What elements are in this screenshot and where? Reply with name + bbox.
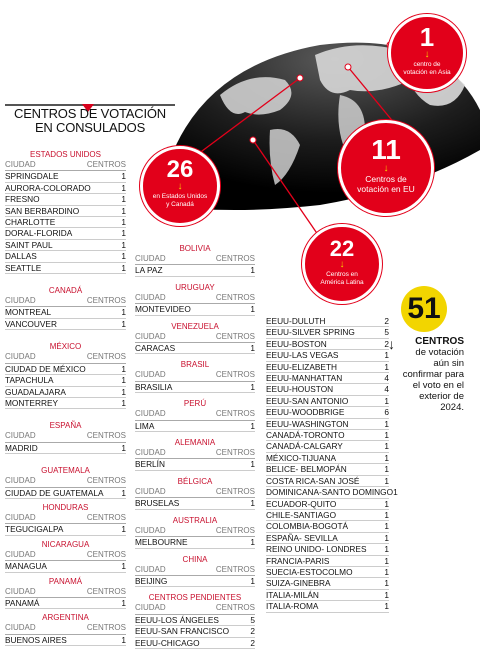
center-count: 1 [121,205,126,216]
table-header [5,513,126,524]
city-name: GUADALAJARA [5,386,66,397]
country-section [135,438,255,471]
table-row [266,373,389,384]
table-header [135,526,255,537]
table-row [135,304,255,315]
center-count: 1 [250,265,255,276]
latam-count: 22 [329,236,355,261]
center-count: 1 [121,182,126,193]
city-name: CHILE-SANTIAGO [266,509,337,520]
city-name: EEUU-HOUSTON [266,384,334,395]
country-heading: BRASIL [180,360,210,370]
centers-column-header: CENTROS [86,586,126,596]
city-name: COLOMBIA-BOGOTÁ [266,521,349,532]
table-row [266,567,389,578]
city-name: EEUU-SAN FRANCISCO [135,626,230,637]
page-title: CENTROS DE VOTACIÓN EN CONSULADOS [14,106,166,135]
city-name: TEGUCIGALPA [5,524,64,535]
down-arrow-icon: ↓ [177,181,183,192]
table-row [5,217,126,228]
city-name: SAINT PAUL [5,239,53,250]
city-name: EEUU-SILVER SPRING [266,327,355,338]
country-section [135,477,255,510]
table-row [266,476,389,487]
center-count: 1 [384,578,389,589]
city-column-header: CIUDAD [135,331,166,341]
country-heading: HONDURAS [42,502,89,512]
table-row [5,206,126,217]
center-count: 1 [250,575,255,586]
center-count: 1 [250,381,255,392]
center-count: 1 [121,194,126,205]
city-column-header: CIUDAD [135,603,166,613]
city-name: SAN BERBARDINO [5,205,80,216]
center-count: 1 [384,464,389,475]
eu-centers-bubble [338,120,434,216]
centers-column-header: CENTROS [86,512,126,522]
table-header [135,487,255,498]
table-header [135,332,255,343]
city-name: MONTREAL [5,307,52,318]
eu-text: Centros de votación en EU [357,174,415,194]
pending-text: de votación aún sin confirmar para el voto en el exterior de 2024. [402,347,464,413]
center-count: 1 [384,452,389,463]
country-heading: ARGENTINA [42,613,89,623]
city-name: LIMA [135,420,155,431]
city-name: VANCOUVER [5,318,57,329]
city-name: AURORA-COLORADO [5,182,91,193]
centers-column-header: CENTROS [215,409,255,419]
table-row [266,441,389,452]
city-name: BUENOS AIRES [5,634,67,645]
table-row [5,194,126,205]
city-name: MADRID [5,442,38,453]
table-row [5,307,126,318]
city-name: CIUDAD DE MÉXICO [5,363,86,374]
center-count: 2 [384,316,389,326]
country-heading: MÉXICO [49,342,82,352]
down-arrow-icon: ↓ [424,49,430,60]
city-column-header: CIUDAD [135,564,166,574]
center-count: 1 [384,555,389,566]
table-row [266,487,398,498]
center-count: 6 [384,407,389,418]
city-name: FRANCIA-PARIS [266,555,330,566]
center-count: 1 [384,532,389,543]
us-canada-text: en Estados Unidos y Canadá [152,193,208,208]
city-name: ITALIA-MILÁN [266,589,319,600]
center-count: 1 [384,509,389,520]
asia-count: 1 [419,22,435,52]
city-column-header: CIUDAD [5,512,36,522]
city-column-header: CIUDAD [135,448,166,458]
table-row [135,537,255,548]
center-count: 1 [250,304,255,315]
city-name: BEIJING [135,575,168,586]
table-row [5,561,126,572]
center-count: 2 [384,338,389,349]
table-row [266,430,389,441]
city-name: CANADÁ-TORONTO [266,430,345,441]
table-row [5,240,126,251]
table-row [5,375,126,386]
center-count: 1 [384,589,389,600]
centers-column-header: CENTROS [86,296,126,306]
pending-count: 51 [407,292,441,325]
centers-column-header: CENTROS [215,486,255,496]
country-section [5,342,126,409]
table-row [266,362,389,373]
city-name: EEUU-BOSTON [266,338,327,349]
centers-column-header: CENTROS [215,292,255,302]
country-heading: GUATEMALA [41,466,90,476]
table-row [266,544,389,555]
city-name: ESPAÑA- SEVILLA [266,532,338,543]
table-header [135,254,255,265]
table-header [135,448,255,459]
table-row [5,398,126,409]
center-count: 1 [121,386,126,397]
table-row [135,382,255,393]
table-header [5,623,126,634]
table-row [266,316,389,327]
center-count: 1 [384,521,389,532]
table-row [135,421,255,432]
country-section [135,516,255,549]
country-heading: CHINA [182,554,208,564]
center-count: 4 [384,384,389,395]
city-name: COSTA RICA-SAN JOSÉ [266,475,360,486]
table-row [266,521,389,532]
city-name: EEUU-DULUTH [266,316,326,326]
center-count: 1 [250,343,255,354]
centers-column-header: CENTROS [86,476,126,486]
city-name: EEUU-LAS VEGAS [266,350,339,361]
centers-column-header: CENTROS [215,564,255,574]
table-row [266,578,389,589]
city-column-header: CIUDAD [5,296,36,306]
city-name: DOMINICANA-SANTO DOMINGO [266,487,394,498]
down-arrow-icon: ↓ [388,336,395,352]
country-heading: CENTROS PENDIENTES [148,593,242,603]
country-heading: ESPAÑA [49,421,82,431]
center-count: 2 [250,637,255,648]
center-count: 1 [250,537,255,548]
city-name: FRESNO [5,194,40,205]
center-count: 1 [121,318,126,329]
table-row [135,615,255,626]
country-section [5,286,126,330]
center-count: 1 [121,397,126,408]
table-row [266,407,389,418]
city-name: BRASILIA [135,381,173,392]
city-name: TAPACHULA [5,375,54,386]
city-name: MONTERREY [5,397,59,408]
country-heading: URUGUAY [175,282,215,292]
city-column-header: CIUDAD [135,292,166,302]
table-row [266,590,389,601]
table-header [5,550,126,561]
center-count: 1 [384,475,389,486]
table-row [5,598,126,609]
city-name: BELICE- BELMOPÁN [266,464,347,475]
city-name: SUIZA-GINEBRA [266,578,331,589]
city-name: ITALIA-ROMA [266,601,319,612]
city-name: MÉXICO-TIJUANA [266,452,337,463]
asia-centers-bubble [388,14,466,92]
table-row [135,498,255,509]
city-name: CANADÁ-CALGARY [266,441,343,452]
city-name: DALLAS [5,251,37,262]
city-name: MANAGUA [5,561,47,572]
centers-column-header: CENTROS [86,549,126,559]
city-name: ECUADOR-QUITO [266,498,337,509]
table-row [266,350,389,361]
table-row [135,638,255,649]
center-count: 1 [384,544,389,555]
down-arrow-icon: ↓ [339,259,345,270]
country-section [135,593,255,649]
city-column-header: CIUDAD [135,370,166,380]
table-header [5,476,126,487]
table-header [135,370,255,381]
us-canada-centers-bubble [140,146,220,226]
city-column-header: CIUDAD [5,586,36,596]
column-1-tables [5,150,126,646]
center-count: 2 [250,626,255,637]
country-section [135,399,255,432]
country-heading: ESTADOS UNIDOS [30,150,101,159]
center-count: 1 [384,430,389,441]
center-count: 1 [121,262,126,273]
city-column-header: CIUDAD [5,352,36,362]
country-section [5,466,126,499]
city-column-header: CIUDAD [135,486,166,496]
country-heading: AUSTRALIA [172,515,218,525]
latam-text: Centros en América Latina [320,271,364,286]
centers-column-header: CENTROS [215,254,255,263]
center-count: 1 [384,361,389,372]
city-column-header: CIUDAD [135,525,166,535]
country-section [135,283,255,316]
country-section [5,577,126,610]
center-count: 1 [121,171,126,182]
center-count: 1 [121,375,126,386]
city-column-header: CIUDAD [5,431,36,441]
country-section [5,421,126,454]
country-section [135,360,255,393]
table-row [135,626,255,637]
city-name: EEUU-LOS ÁNGELES [135,614,219,625]
city-name: BRUSELAS [135,498,180,509]
center-count: 1 [384,498,389,509]
table-row [5,364,126,375]
table-row [135,459,255,470]
centers-column-header: CENTROS [215,331,255,341]
country-section [5,540,126,573]
latam-centers-bubble [302,224,382,304]
centers-column-header: CENTROS [86,623,126,633]
country-heading: BÉLGICA [177,476,213,486]
city-name: CIUDAD DE GUATEMALA [5,487,104,498]
center-count: 1 [121,363,126,374]
table-row [266,384,389,395]
city-column-header: CIUDAD [5,160,36,169]
city-column-header: CIUDAD [5,623,36,633]
city-name: EEUU-ELIZABETH [266,361,337,372]
center-count: 1 [384,395,389,406]
column-2-tables [135,244,255,649]
city-name: PANAMÁ [5,597,40,608]
table-row [5,443,126,454]
city-name: EEUU-WASHINGTON [266,418,349,429]
city-name: CARACAS [135,343,176,354]
city-name: MELBOURNE [135,537,188,548]
city-name: EEUU-WOODBRIGE [266,407,345,418]
city-column-header: CIUDAD [135,409,166,419]
eu-count: 11 [371,134,401,165]
center-count: 1 [121,561,126,572]
city-name: SUECIA-ESTOCOLMO [266,566,353,577]
table-row [135,265,255,276]
table-row [5,183,126,194]
table-row [5,171,126,182]
table-header [5,352,126,363]
table-header [5,587,126,598]
center-count: 1 [384,418,389,429]
center-count: 1 [393,487,398,498]
city-name: EEUU-CHICAGO [135,637,200,648]
table-header [5,431,126,442]
table-row [5,263,126,274]
table-row [135,343,255,354]
country-section [135,322,255,355]
table-row [266,533,389,544]
center-count: 1 [121,307,126,318]
table-header [135,603,255,614]
center-count: 4 [384,373,389,384]
asia-text: centro de votación en Asia [403,61,451,76]
pending-head: CENTROS [415,336,464,347]
city-name: BERLÍN [135,459,165,470]
centers-column-header: CENTROS [86,160,126,169]
table-row [266,510,389,521]
center-count: 1 [250,498,255,509]
center-count: 1 [121,524,126,535]
center-count: 5 [384,327,389,338]
column-3-table [266,316,398,613]
country-section [135,244,255,277]
centers-column-header: CENTROS [215,603,255,613]
table-row [266,556,389,567]
table-row [266,453,389,464]
table-header [5,296,126,307]
centers-column-header: CENTROS [86,352,126,362]
country-heading: ALEMANIA [174,438,216,448]
country-heading: NICARAGUA [41,539,90,549]
center-count: 1 [121,228,126,239]
city-column-header: CIUDAD [5,476,36,486]
table-row [5,524,126,535]
table-row [5,387,126,398]
center-count: 1 [384,601,389,612]
city-name: EEUU-MANHATTAN [266,373,343,384]
country-heading: CANADÁ [48,286,83,296]
city-name: CHARLOTTE [5,217,56,228]
city-name: EEUU-SAN ANTONIO [266,395,349,406]
city-name: REINO UNIDO- LONDRES [266,544,367,555]
centers-column-header: CENTROS [86,431,126,441]
table-row [266,464,389,475]
centers-column-header: CENTROS [215,448,255,458]
table-row [266,419,389,430]
table-row [266,601,389,612]
table-row [5,488,126,499]
centers-column-header: CENTROS [215,525,255,535]
center-count: 1 [250,459,255,470]
table-header [135,293,255,304]
down-arrow-icon: ↓ [383,163,389,174]
centers-column-header: CENTROS [215,370,255,380]
city-column-header: CIUDAD [135,254,166,263]
country-heading: VENEZUELA [171,321,219,331]
table-row [266,396,389,407]
table-row [5,319,126,330]
center-count: 1 [121,634,126,645]
city-name: DORAL-FLORIDA [5,228,73,239]
table-header [135,565,255,576]
center-count: 1 [121,442,126,453]
table-header [135,409,255,420]
center-count: 1 [121,251,126,262]
center-count: 1 [121,239,126,250]
center-count: 1 [384,350,389,361]
city-name: LA PAZ [135,265,163,276]
pending-count-circle [401,286,447,332]
center-count: 1 [384,441,389,452]
city-name: SPRINGDALE [5,171,59,182]
us-canada-count: 26 [166,156,194,183]
table-row [5,251,126,262]
center-count: 1 [250,420,255,431]
center-count: 5 [250,614,255,625]
table-row [266,339,389,350]
city-name: MONTEVIDEO [135,304,191,315]
table-row [266,327,389,338]
center-count: 1 [384,566,389,577]
table-row [266,499,389,510]
country-section [5,503,126,536]
pending-text-block [398,336,464,413]
city-column-header: CIUDAD [5,549,36,559]
table-row [135,576,255,587]
country-heading: BOLIVIA [179,244,211,253]
center-count: 1 [121,217,126,228]
table-header [5,160,126,171]
table-row [5,228,126,239]
country-section [5,150,126,274]
country-section [135,555,255,588]
center-count: 1 [121,487,126,498]
country-heading: PERÚ [183,399,207,409]
city-name: SEATTLE [5,262,42,273]
center-count: 1 [121,597,126,608]
table-row [5,635,126,646]
country-section [5,613,126,646]
country-heading: PANAMÁ [48,576,83,586]
